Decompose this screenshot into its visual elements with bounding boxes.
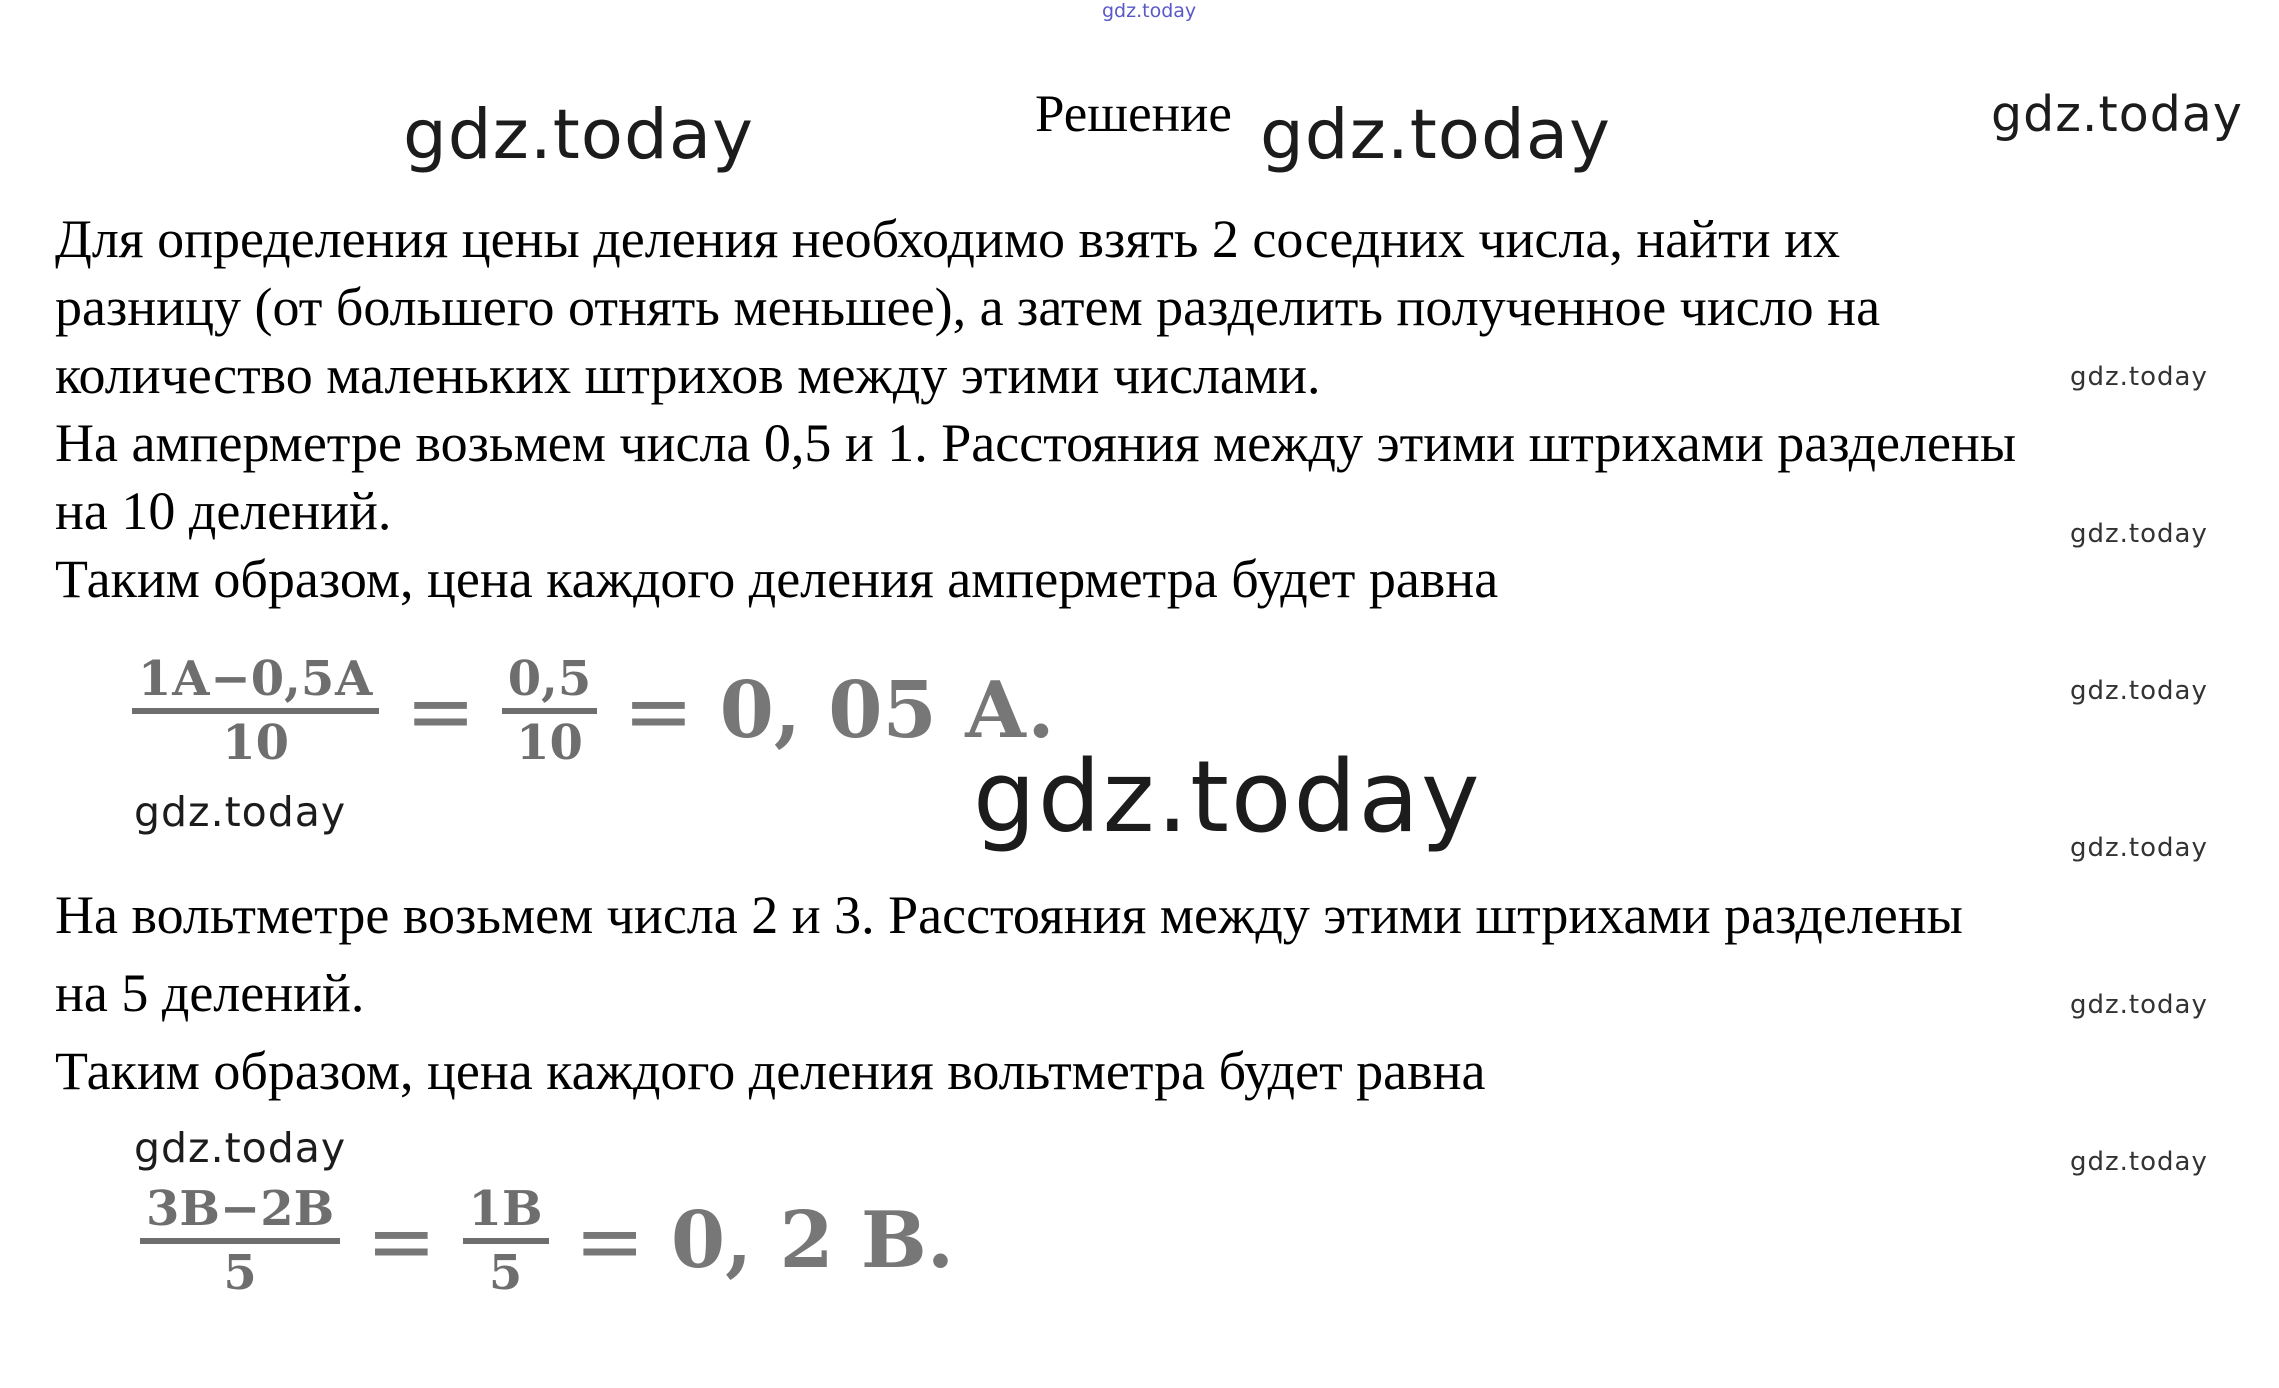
page-heading: Решение [1035,85,1232,143]
watermark-side: gdz.today [2070,833,2208,863]
fraction [502,651,598,772]
fraction-numerator: 1А−0,5А [138,651,374,707]
watermark-header-right: gdz.today [1991,86,2243,143]
formula-result: 0, 05 А. [719,665,1055,757]
equals-sign: = [405,662,476,761]
fraction [132,651,379,772]
watermark-side: gdz.today [2070,676,2208,706]
watermark-side: gdz.today [2070,1147,2208,1177]
fraction [463,1181,549,1302]
watermark-large: gdz.today [973,740,1482,855]
equals-sign: = [574,1192,645,1291]
fraction [140,1181,340,1302]
watermark-side: gdz.today [2070,990,2208,1020]
voltmeter-formula [140,1181,954,1302]
watermark-side: gdz.today [2070,362,2208,392]
text-line: на 5 делений. [55,963,365,1023]
watermark-header-left: gdz.today [403,95,754,175]
fraction-numerator: 3В−2В [146,1181,335,1237]
watermark-side: gdz.today [2070,519,2208,549]
text-line: разницу (от большего отнять меньшее), а затем разделить полученное число на [55,277,1881,337]
text-line: Для определения цены деления необходимо взять 2 соседних числа, найти их [55,209,1840,269]
fraction-denominator: 10 [222,715,290,772]
fraction-numerator: 1В [468,1181,543,1237]
watermark-formula: gdz.today [134,788,347,836]
fraction-denominator: 10 [516,715,583,772]
formula-result: 0, 2 В. [670,1195,954,1287]
watermark-header-center: gdz.today [1260,95,1611,175]
ammeter-formula [132,651,1055,772]
equals-sign: = [366,1192,437,1291]
text-line: На амперметре возьмем числа 0,5 и 1. Расстояния между этими штрихами разделены [55,413,2017,473]
text-line: Таким образом, цена каждого деления амперметра будет равна [55,549,1499,609]
text-line: на 10 делений. [55,481,392,541]
text-line: количество маленьких штрихов между этими числами. [55,345,1321,405]
fraction-numerator: 0,5 [507,651,592,707]
watermark-top: gdz.today [1102,0,1197,22]
fraction-denominator: 5 [488,1245,523,1302]
watermark-formula: gdz.today [134,1124,347,1172]
equals-sign: = [623,662,694,761]
text-line: На вольтметре возьмем числа 2 и 3. Расстояния между этими штрихами разделены [55,885,1963,945]
text-line: Таким образом, цена каждого деления вольтметра будет равна [55,1041,1486,1101]
fraction-denominator: 5 [223,1245,257,1302]
